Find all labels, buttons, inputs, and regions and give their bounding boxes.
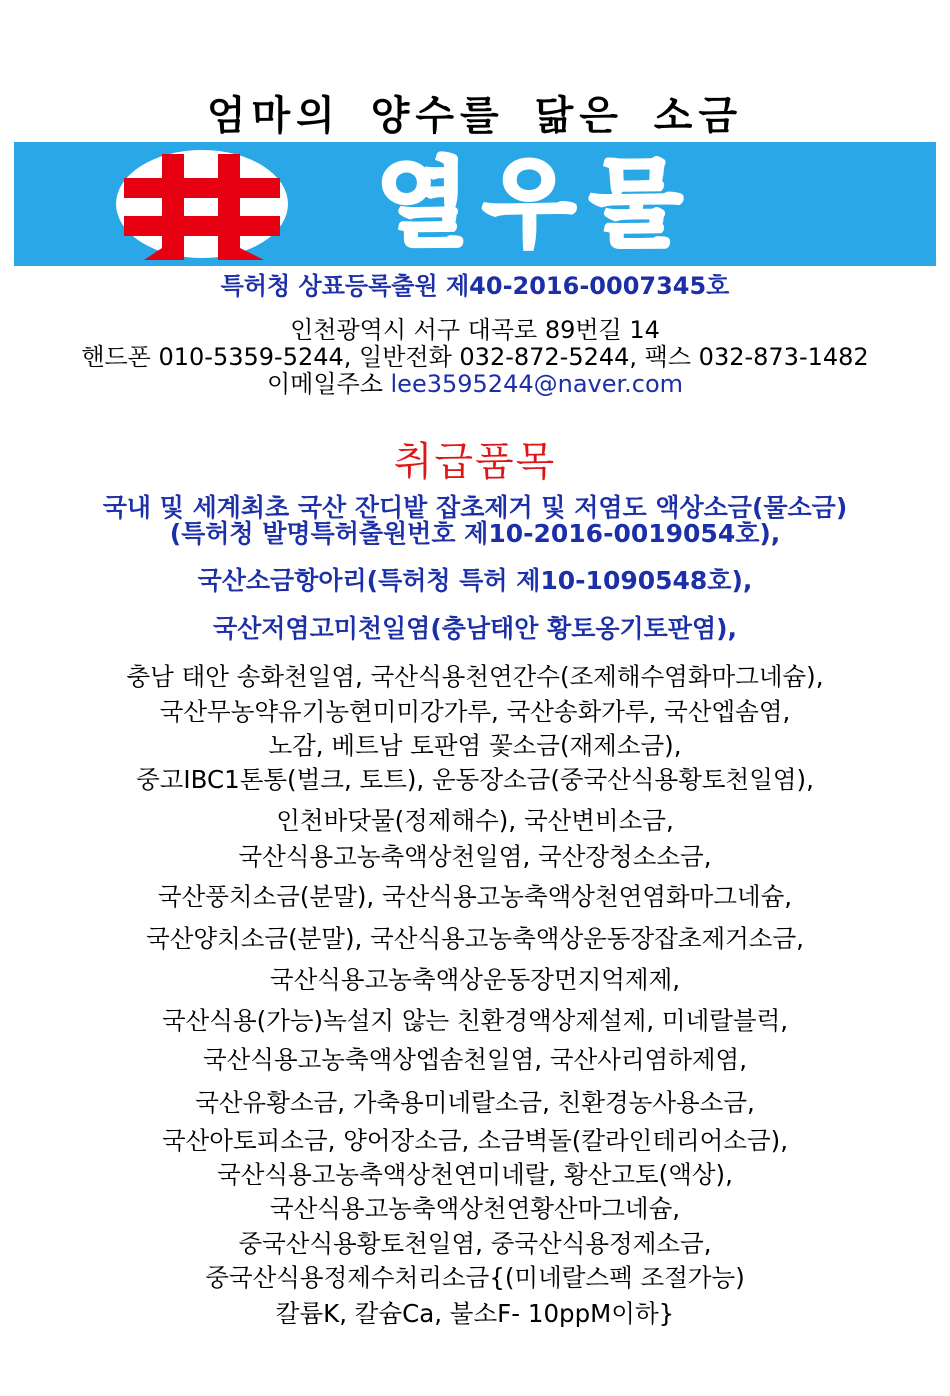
product-item: 국산아토피소금, 양어장소금, 소금벽돌(칼라인테리어소금),	[161, 1126, 789, 1155]
product-item: 국내 및 세계최초 국산 잔디밭 잡초제거 및 저염도 액상소금(물소금)	[102, 493, 848, 522]
product-item: 인천바닷물(정제해수), 국산변비소금,	[276, 806, 674, 835]
email-line	[0, 364, 950, 399]
product-item: 국산식용고농축액상천일염, 국산장청소소금,	[238, 842, 712, 871]
address: 인천광역시 서구 대곡로 89번길 14	[290, 316, 660, 344]
well-symbol-icon	[114, 148, 290, 260]
product-item: 국산유황소금, 가축용미네랄소금, 친환경농사용소금,	[195, 1088, 755, 1117]
product-item: 국산양치소금(분말), 국산식용고농축액상운동장잡초제거소금,	[146, 924, 804, 953]
items-title: 취급품목	[393, 439, 557, 485]
brand-name: 열우물	[376, 148, 697, 260]
trademark-registration: 특허청 상표등록출원 제40-2016-0007345호	[220, 272, 730, 300]
product-item: 충남 태안 송화천일염, 국산식용천연간수(조제해수염화마그네슘),	[126, 662, 824, 691]
email-link[interactable]: lee3595244@naver.com	[390, 370, 684, 398]
product-item: 국산저염고미천일염(충남태안 황토옹기토판염),	[212, 614, 738, 643]
product-item: 국산소금항아리(특허청 특허 제10-1090548호),	[197, 566, 753, 595]
product-item: 중고IBC1톤통(벌크, 토트), 운동장소금(중국산식용황토천일염),	[136, 765, 814, 794]
product-item: 국산식용고농축액상천연미네랄, 황산고토(액상),	[217, 1160, 733, 1189]
product-item: 국산무농약유기농현미미강가루, 국산송화가루, 국산엡솜염,	[159, 697, 791, 726]
product-item: 국산식용(가능)녹설지 않는 친환경액상제설제, 미네랄블럭,	[161, 1006, 789, 1035]
phone-numbers: 핸드폰 010-5359-5244, 일반전화 032-872-5244, 팩스 032-873-1482	[81, 343, 869, 371]
product-item: 국산식용고농축액상엡솜천일염, 국산사리염하제염,	[202, 1045, 748, 1074]
product-item: 국산풍치소금(분말), 국산식용고농축액상천연염화마그네슘,	[157, 882, 793, 911]
product-item: 국산식용고농축액상운동장먼지억제제,	[269, 965, 681, 994]
product-item: 노감, 베트남 토판염 꽃소금(재제소금),	[268, 731, 682, 760]
product-item: 국산식용고농축액상천연황산마그네슘,	[269, 1194, 681, 1223]
product-item: (특허청 발명특허출원번호 제10-2016-0019054호),	[169, 519, 781, 548]
product-item: 중국산식용정제수처리소금{(미네랄스펙 조절가능)	[205, 1263, 745, 1292]
product-item: 칼륨K, 칼슘Ca, 불소F- 10ppM이하}	[275, 1299, 675, 1328]
tagline: 엄마의 양수를 닮은 소금	[206, 93, 744, 139]
product-item: 중국산식용황토천일염, 중국산식용정제소금,	[238, 1229, 712, 1258]
email-label: 이메일주소	[266, 370, 383, 398]
brand-banner	[14, 142, 936, 266]
